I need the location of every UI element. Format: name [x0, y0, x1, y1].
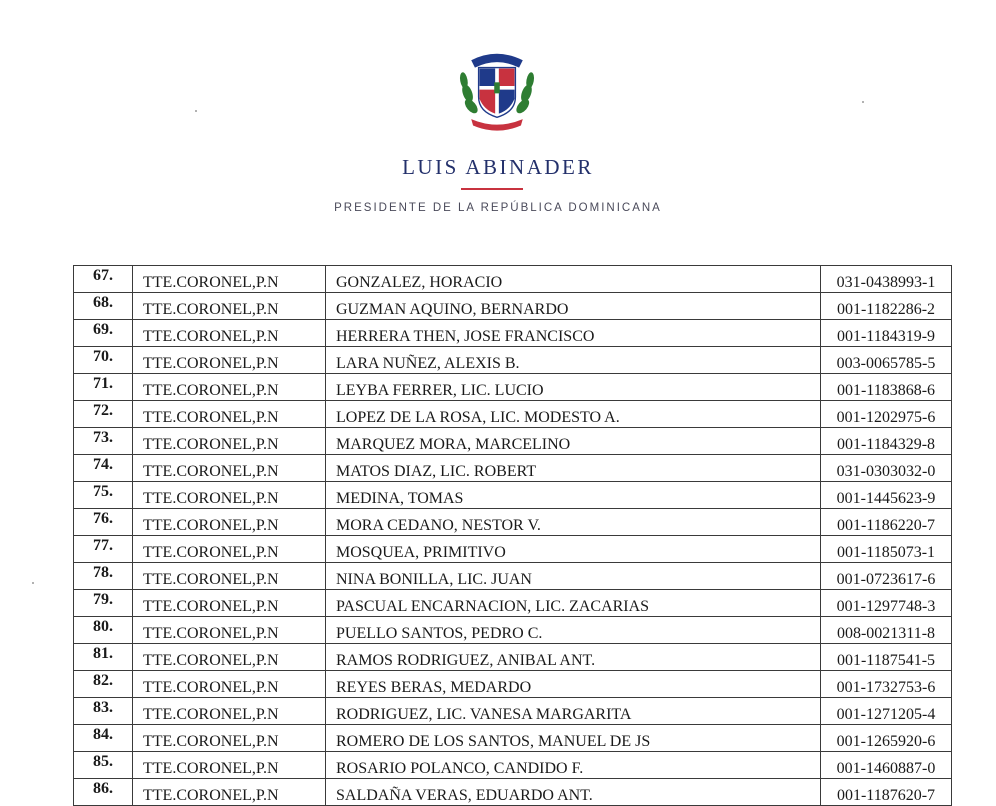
table-row [74, 590, 952, 617]
row-name: MEDINA, TOMAS [326, 482, 821, 509]
row-name: PUELLO SANTOS, PEDRO C. [326, 617, 821, 644]
row-number: 76. [74, 509, 133, 536]
row-number: 73. [74, 428, 133, 455]
row-rank: TTE.CORONEL,P.N [133, 401, 326, 428]
row-name: LARA NUÑEZ, ALEXIS B. [326, 347, 821, 374]
row-number: 71. [74, 374, 133, 401]
row-id-number: 001-1297748-3 [821, 590, 952, 617]
table-row [74, 644, 952, 671]
row-number: 82. [74, 671, 133, 698]
row-number: 74. [74, 455, 133, 482]
table-row [74, 698, 952, 725]
row-rank: TTE.CORONEL,P.N [133, 779, 326, 806]
row-rank: TTE.CORONEL,P.N [133, 617, 326, 644]
table-row [74, 671, 952, 698]
row-rank: TTE.CORONEL,P.N [133, 266, 326, 293]
row-id-number: 031-0438993-1 [821, 266, 952, 293]
table-row [74, 374, 952, 401]
table-row [74, 266, 952, 293]
row-number: 81. [74, 644, 133, 671]
name-divider [461, 188, 523, 190]
row-id-number: 008-0021311-8 [821, 617, 952, 644]
row-id-number: 001-1187620-7 [821, 779, 952, 806]
scan-speck [32, 582, 34, 584]
row-rank: TTE.CORONEL,P.N [133, 671, 326, 698]
row-name: MORA CEDANO, NESTOR V. [326, 509, 821, 536]
table-row [74, 563, 952, 590]
scan-speck [862, 101, 864, 103]
table-row [74, 320, 952, 347]
row-number: 68. [74, 293, 133, 320]
row-name: GUZMAN AQUINO, BERNARDO [326, 293, 821, 320]
row-id-number: 001-1182286-2 [821, 293, 952, 320]
row-id-number: 001-1732753-6 [821, 671, 952, 698]
row-id-number: 001-1271205-4 [821, 698, 952, 725]
row-rank: TTE.CORONEL,P.N [133, 509, 326, 536]
row-name: MARQUEZ MORA, MARCELINO [326, 428, 821, 455]
row-rank: TTE.CORONEL,P.N [133, 725, 326, 752]
row-name: ROSARIO POLANCO, CANDIDO F. [326, 752, 821, 779]
row-id-number: 001-1185073-1 [821, 536, 952, 563]
row-name: SALDAÑA VERAS, EDUARDO ANT. [326, 779, 821, 806]
table-row [74, 455, 952, 482]
row-rank: TTE.CORONEL,P.N [133, 320, 326, 347]
row-rank: TTE.CORONEL,P.N [133, 644, 326, 671]
row-rank: TTE.CORONEL,P.N [133, 536, 326, 563]
row-rank: TTE.CORONEL,P.N [133, 293, 326, 320]
row-id-number: 001-0723617-6 [821, 563, 952, 590]
president-title: PRESIDENTE DE LA REPÚBLICA DOMINICANA [334, 202, 662, 214]
row-number: 83. [74, 698, 133, 725]
table-row [74, 293, 952, 320]
row-number: 77. [74, 536, 133, 563]
table-row [74, 401, 952, 428]
row-id-number: 001-1202975-6 [821, 401, 952, 428]
row-name: PASCUAL ENCARNACION, LIC. ZACARIAS [326, 590, 821, 617]
row-id-number: 001-1460887-0 [821, 752, 952, 779]
row-id-number: 031-0303032-0 [821, 455, 952, 482]
row-id-number: 001-1265920-6 [821, 725, 952, 752]
row-number: 80. [74, 617, 133, 644]
row-name: GONZALEZ, HORACIO [326, 266, 821, 293]
row-number: 84. [74, 725, 133, 752]
row-number: 85. [74, 752, 133, 779]
row-id-number: 001-1186220-7 [821, 509, 952, 536]
row-rank: TTE.CORONEL,P.N [133, 590, 326, 617]
row-id-number: 001-1183868-6 [821, 374, 952, 401]
row-rank: TTE.CORONEL,P.N [133, 698, 326, 725]
scan-speck [195, 110, 197, 112]
row-name: NINA BONILLA, LIC. JUAN [326, 563, 821, 590]
row-id-number: 001-1445623-9 [821, 482, 952, 509]
table-row [74, 752, 952, 779]
table-row [74, 347, 952, 374]
row-name: LEYBA FERRER, LIC. LUCIO [326, 374, 821, 401]
table-row [74, 482, 952, 509]
row-rank: TTE.CORONEL,P.N [133, 347, 326, 374]
row-name: RAMOS RODRIGUEZ, ANIBAL ANT. [326, 644, 821, 671]
row-id-number: 003-0065785-5 [821, 347, 952, 374]
row-name: LOPEZ DE LA ROSA, LIC. MODESTO A. [326, 401, 821, 428]
row-rank: TTE.CORONEL,P.N [133, 428, 326, 455]
row-id-number: 001-1184329-8 [821, 428, 952, 455]
row-name: MOSQUEA, PRIMITIVO [326, 536, 821, 563]
row-number: 86. [74, 779, 133, 806]
row-number: 69. [74, 320, 133, 347]
row-rank: TTE.CORONEL,P.N [133, 752, 326, 779]
row-number: 78. [74, 563, 133, 590]
officer-roster-table [73, 265, 952, 806]
table-row [74, 779, 952, 806]
coat-of-arms-seal-icon [451, 40, 543, 132]
row-name: ROMERO DE LOS SANTOS, MANUEL DE JS [326, 725, 821, 752]
table-row [74, 725, 952, 752]
row-name: REYES BERAS, MEDARDO [326, 671, 821, 698]
table-row [74, 509, 952, 536]
row-rank: TTE.CORONEL,P.N [133, 563, 326, 590]
row-name: HERRERA THEN, JOSE FRANCISCO [326, 320, 821, 347]
row-number: 72. [74, 401, 133, 428]
row-number: 75. [74, 482, 133, 509]
table-row [74, 536, 952, 563]
row-name: RODRIGUEZ, LIC. VANESA MARGARITA [326, 698, 821, 725]
roster-body [74, 266, 952, 806]
row-number: 67. [74, 266, 133, 293]
row-rank: TTE.CORONEL,P.N [133, 482, 326, 509]
row-name: MATOS DIAZ, LIC. ROBERT [326, 455, 821, 482]
president-name: LUIS ABINADER [402, 155, 594, 179]
row-rank: TTE.CORONEL,P.N [133, 374, 326, 401]
table-row [74, 617, 952, 644]
row-number: 70. [74, 347, 133, 374]
row-rank: TTE.CORONEL,P.N [133, 455, 326, 482]
table-row [74, 428, 952, 455]
row-number: 79. [74, 590, 133, 617]
row-id-number: 001-1184319-9 [821, 320, 952, 347]
row-id-number: 001-1187541-5 [821, 644, 952, 671]
